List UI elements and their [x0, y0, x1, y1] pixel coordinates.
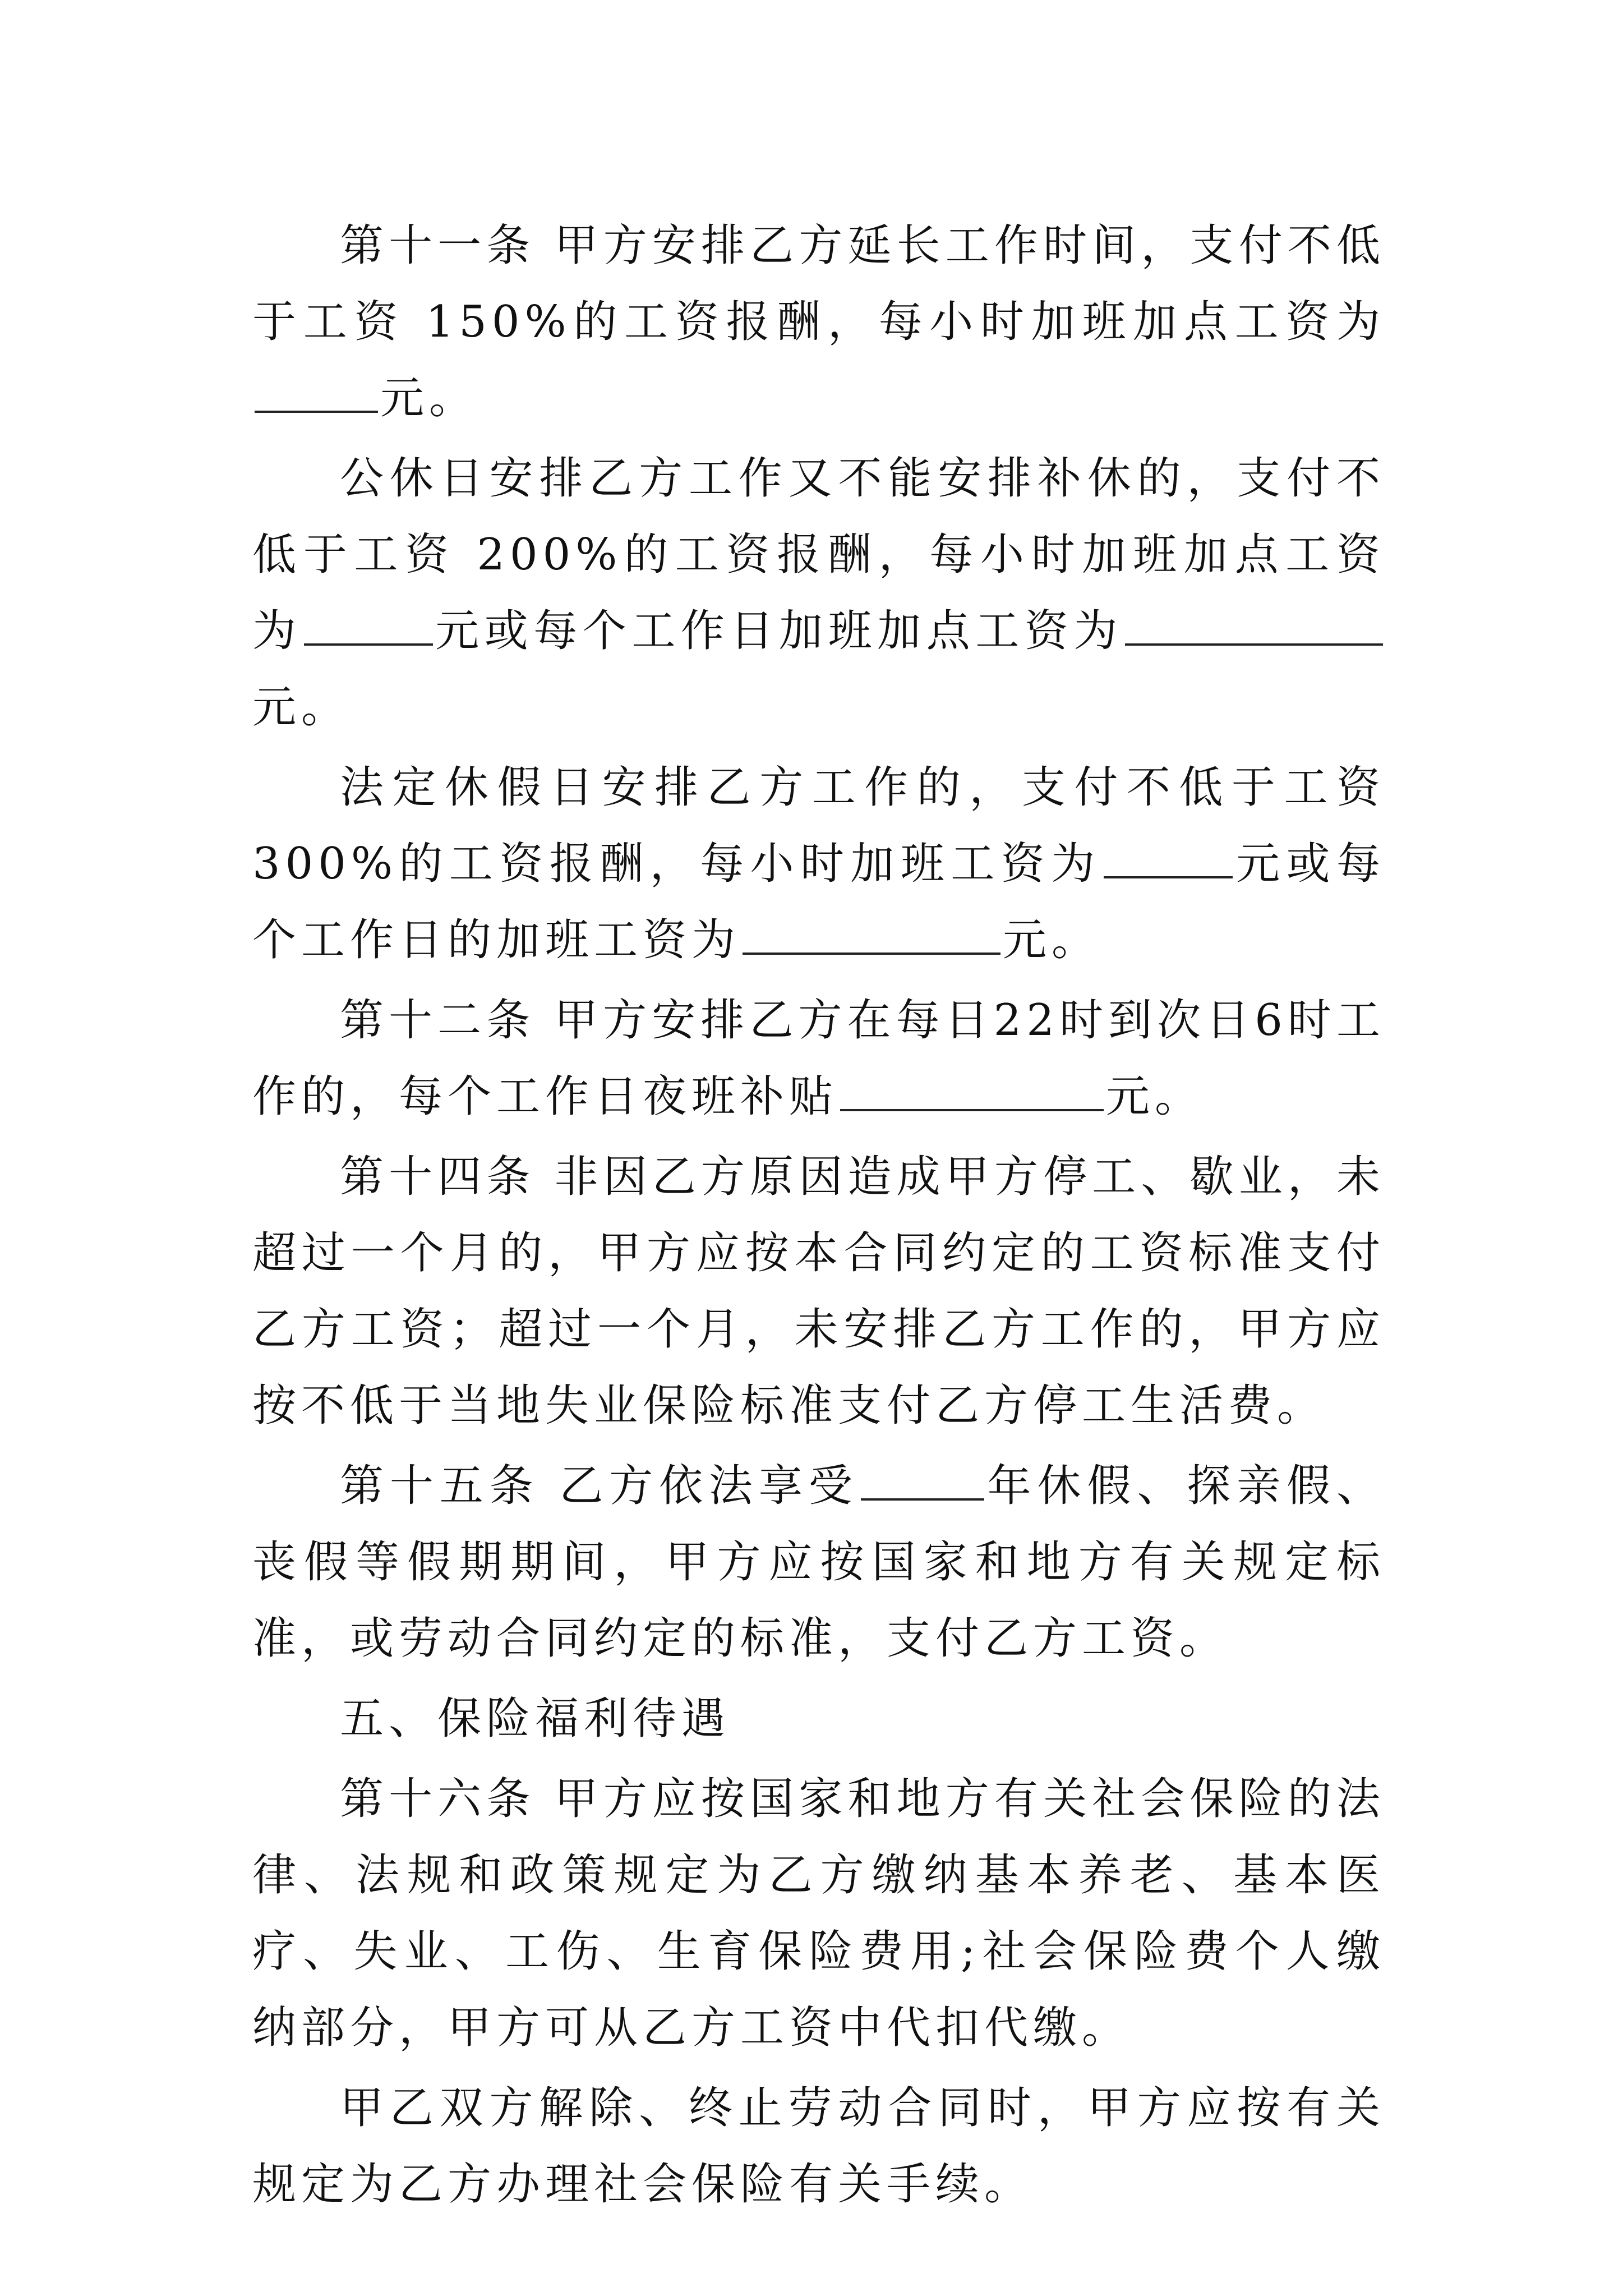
paragraph-holiday-pay: [252, 749, 1385, 978]
paragraph-text: 元或每个工作日的加班工资为: [252, 839, 1385, 965]
paragraph-text: 第十一条 甲方安排乙方延长工作时间，支付不低于工资 150%的工资报酬，每小时加班加点工资为: [252, 220, 1385, 347]
fill-in-blank: [840, 1070, 1104, 1111]
paragraph-article-15: [252, 1448, 1385, 1677]
paragraph-text: 甲乙双方解除、终止劳动合同时，甲方应按有关规定为乙方办理社会保险有关手续。: [252, 2083, 1385, 2210]
paragraph-article-16: [252, 1761, 1385, 2066]
fill-in-blank: [304, 604, 433, 646]
fill-in-blank: [255, 371, 378, 413]
paragraph-text: 公休日安排乙方工作又不能安排补休的，支付不低于工资 200%的工资报酬，每小时加班加点工资为: [252, 453, 1385, 656]
fill-in-blank: [1104, 837, 1233, 878]
paragraph-text: 元。: [380, 373, 478, 424]
paragraph-article-11: [252, 208, 1385, 436]
paragraph-text: 第十五条 乙方依法享受: [340, 1461, 859, 1511]
paragraph-text: 第十四条 非因乙方原因造成甲方停工、歇业，未超过一个月的，甲方应按本合同约定的工资标准支付乙方工资；超过一个月，未安排乙方工作的，甲方应按不低于当地失业保险标准支付乙方停工生活费。: [252, 1152, 1385, 1431]
fill-in-blank: [743, 913, 1000, 955]
paragraph-text: 法定休假日安排乙方工作的，支付不低于工资 300%的工资报酬，每小时加班工资为: [252, 762, 1385, 889]
paragraph-text: 元。: [252, 682, 351, 733]
paragraph-termination-insurance: [252, 2070, 1385, 2223]
section-heading-text: 五、保险福利待遇: [340, 1694, 731, 1744]
fill-in-blank: [1125, 604, 1383, 646]
paragraph-article-12: [252, 982, 1385, 1135]
paragraph-text: 元。: [1106, 1071, 1204, 1122]
paragraph-text: 第十二条 甲方安排乙方在每日22时到次日6时工作的，每个工作日夜班补贴: [252, 995, 1385, 1122]
paragraph-text: 年休假、探亲假、丧假等假期期间，甲方应按国家和地方有关规定标准，或劳动合同约定的标准，支付乙方工资。: [252, 1461, 1385, 1664]
paragraph-article-14: [252, 1139, 1385, 1444]
section-heading-insurance-benefits: [252, 1681, 1385, 1757]
paragraph-text: 元或每个工作日加班加点工资为: [435, 606, 1123, 656]
fill-in-blank: [861, 1459, 984, 1501]
paragraph-text: 第十六条 甲方应按国家和地方有关社会保险的法律、法规和政策规定为乙方缴纳基本养老、基本医疗、失业、工伤、生育保险费用;社会保险费个人缴纳部分，甲方可从乙方工资中代扣代缴。: [252, 1774, 1385, 2053]
paragraph-text: 元。: [1003, 915, 1101, 965]
document-body: [252, 208, 1385, 2226]
paragraph-rest-day-pay: [252, 440, 1385, 746]
